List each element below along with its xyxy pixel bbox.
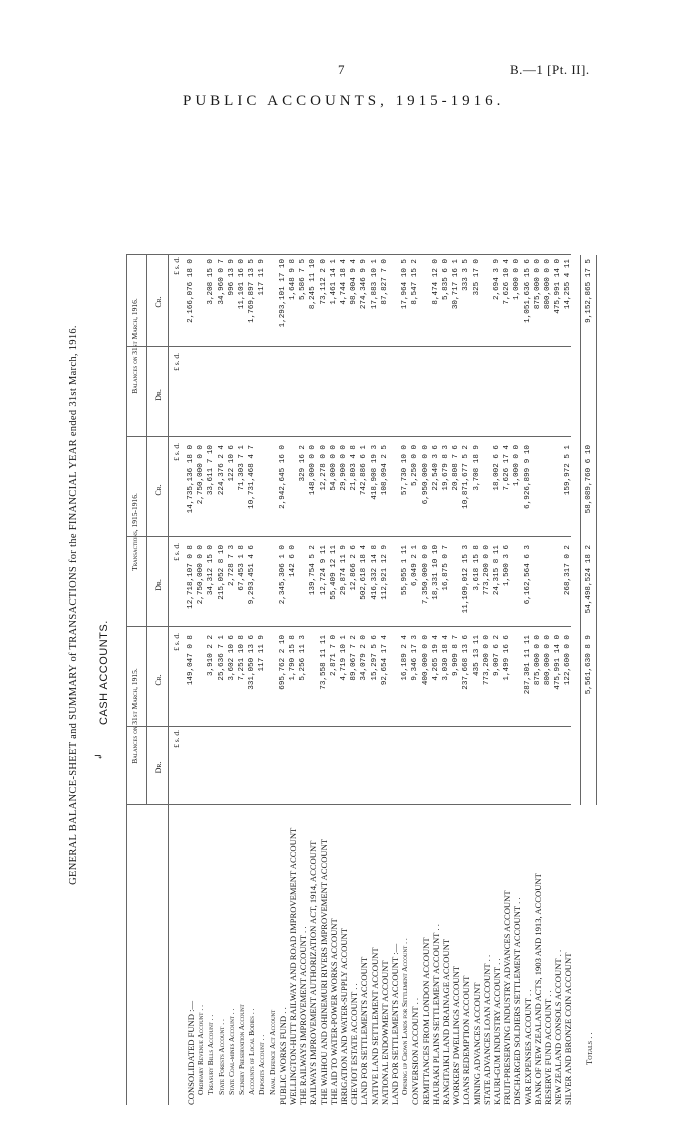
table-cell: 2,750,000 0 0 (197, 545, 206, 605)
table-cell: 57,730 10 0 (401, 445, 410, 496)
row-label: PUBLIC WORKS FUND . . (277, 1007, 288, 1105)
table-row (370, 255, 380, 1105)
table-cell: 19,679 8 3 (442, 445, 450, 491)
table-cell: 55,955 1 11 (401, 545, 410, 596)
table-cell: 268,317 0 2 (564, 545, 573, 596)
row-label: WAR EXPENSES ACCOUNT . . (522, 989, 533, 1105)
row-label: BANK OF NEW ZEALAND ACTS, 1903 AND 1913, ACCOUNT (532, 873, 543, 1105)
table-cell: 92,654 17 4 (380, 635, 389, 686)
sheet-title: GENERAL BALANCE-SHEET and SUMMARY of TRANSACTIONS for the FINANCIAL YEAR ended 31st March, 1916. (68, 325, 79, 885)
table-row (308, 255, 318, 1105)
table-row (472, 255, 482, 1105)
table-cell: 4,719 10 1 (340, 635, 348, 681)
table-row (390, 255, 400, 1105)
table-cell: 3,602 10 6 (227, 635, 236, 681)
row-label: RAILWAYS IMPROVEMENT AUTHORIZATION ACT, 1914, ACCOUNT (308, 840, 319, 1105)
table-cell: 333 3 5 (462, 259, 471, 291)
table-cell: 742,886 6 1 (360, 445, 369, 496)
row-label: SILVER AND BRONZE COIN ACCOUNT (563, 952, 574, 1105)
totals-cell: 54,498,524 18 2 (584, 545, 593, 614)
table-row (492, 255, 502, 1105)
table-row (278, 255, 288, 1105)
unit-label: £ s. d. (172, 353, 181, 371)
table-cell: 695,762 2 10 (278, 635, 287, 690)
table-cell: 21,803 4 8 (350, 445, 359, 491)
table-cell: 10,871,677 5 2 (462, 445, 471, 509)
table-row (410, 255, 420, 1105)
row-label: HAURAKI PLAINS SETTLEMENT ACCOUNT . . (430, 924, 441, 1105)
table-cell: 418,908 19 3 (370, 445, 379, 500)
table-cell: 4,744 18 4 (340, 259, 348, 305)
table-row (533, 255, 543, 1105)
table-row (217, 255, 227, 1105)
table-cell: 122,600 0 0 (564, 635, 573, 686)
table-cell: 12,724 9 11 (319, 545, 328, 596)
table-cell: 800,000 0 0 (544, 259, 552, 310)
balance-sheet (68, 105, 594, 1105)
table-row (502, 255, 512, 1105)
table-cell: 54,000 0 0 (329, 445, 338, 491)
table-cell: 5,586 7 5 (299, 259, 308, 301)
table-row (441, 255, 451, 1105)
table-cell: 139,754 5 2 (309, 545, 318, 596)
row-label: RESERVE FUND ACCOUNT . . (543, 990, 553, 1105)
table-cell: 3,910 2 2 (207, 635, 216, 677)
unit-label: £ s. d. (172, 443, 181, 461)
table-cell: 149,047 0 8 (187, 635, 195, 686)
table-row (359, 255, 369, 1105)
row-label: STATE ADVANCES LOAN ACCOUNT . . (481, 954, 492, 1105)
row-label: NEW ZEALAND CONSOLS ACCOUNT . . (553, 949, 564, 1105)
row-label: CONVERSION ACCOUNT . . (410, 997, 421, 1105)
table-cell: 6,950,000 0 0 (421, 445, 430, 505)
table-cell: 108,094 2 5 (380, 445, 389, 496)
table-cell: 12,278 0 0 (319, 445, 328, 491)
table-cell: 24,315 8 11 (493, 545, 501, 596)
table-cell: 16,875 0 7 (442, 545, 450, 591)
table-cell: 8,474 12 0 (431, 259, 440, 305)
column-group-header: Balances on 31st March, 1915. (130, 668, 139, 764)
table-cell: 20,808 7 6 (452, 445, 461, 491)
table-row (421, 255, 431, 1105)
row-label: NATIONAL ENDOWMENT ACCOUNT (379, 960, 390, 1105)
table-cell: 55,409 12 11 (329, 545, 338, 600)
column-header: Dr. (154, 761, 163, 774)
table-cell: 215,052 8 10 (217, 545, 226, 600)
column-group-header: Balances on 31st March, 1916. (130, 298, 139, 394)
table-row (186, 255, 196, 1105)
column-header: Cr. (154, 674, 163, 686)
table-cell: 7,626 17 4 (503, 445, 512, 491)
table-cell: 1,499 16 6 (503, 635, 512, 681)
row-label: Scenery Preservation Account (237, 1004, 246, 1095)
row-label: THE WAIHOU AND OHINEMURI RIVERS IMPROVEMENT ACCOUNT (318, 838, 329, 1105)
table-cell: 502,618 18 4 (360, 545, 369, 600)
table-row (319, 255, 329, 1105)
table-cell: 475,991 14 0 (554, 259, 563, 314)
table-cell: 12,718,107 0 8 (187, 545, 195, 609)
table-cell: 3,708 18 9 (472, 445, 481, 491)
table-cell: 5,250 0 0 (411, 445, 420, 487)
table-cell: 7,251 10 8 (238, 635, 246, 681)
row-label: FRUIT-PRESERVING INDUSTRY ADVANCES ACCOUNT (502, 890, 513, 1105)
rule-line (126, 255, 127, 1105)
table-row (196, 255, 206, 1105)
table-cell: 71,303 7 1 (238, 445, 246, 491)
table-cell: 416,332 14 8 (370, 545, 379, 600)
rule-line (146, 255, 147, 805)
table-cell: 1,000 0 0 (513, 445, 522, 487)
page-number: 7 (338, 62, 345, 77)
table-cell: 475,991 14 0 (554, 635, 563, 690)
rule-line (596, 255, 597, 805)
table-cell: 2,750,000 0 0 (197, 445, 206, 505)
unit-label: £ s. d. (172, 257, 181, 275)
table-cell: 89,067 7 2 (350, 635, 359, 681)
table-cell: 14,255 4 11 (564, 259, 573, 310)
table-row (400, 255, 410, 1105)
row-label: LAND FOR SETTLEMENTS ACCOUNT (359, 956, 370, 1105)
totals-label: Totals . . (583, 1032, 594, 1065)
table-cell: 16,189 2 4 (401, 635, 410, 681)
table-cell: 2,871 7 0 (329, 635, 338, 677)
table-cell: 159,972 5 1 (564, 445, 573, 496)
table-cell: 329 16 2 (299, 445, 308, 482)
row-label: State Forests Account . . (216, 1019, 226, 1095)
column-header: Cr. (154, 296, 163, 308)
table-cell: 98,004 9 4 (350, 259, 359, 305)
table-cell: 8,547 15 2 (411, 259, 420, 305)
column-header: Dr. (154, 579, 163, 591)
table-cell: 9,007 6 2 (493, 635, 501, 677)
table-cell: 773,200 0 0 (482, 545, 491, 596)
rule-line (168, 255, 169, 1105)
table-cell: 9,909 8 7 (452, 635, 461, 677)
unit-label: £ s. d. (172, 730, 181, 748)
table-cell: 9,293,451 4 6 (248, 545, 257, 605)
table-cell: 400,000 0 0 (421, 635, 430, 686)
table-cell: 15,297 5 6 (370, 635, 379, 681)
table-row (563, 255, 573, 1105)
row-label: State Coal-mines Account . . (226, 1008, 236, 1095)
table-row (288, 255, 298, 1105)
table-cell: 5,835 6 0 (442, 259, 450, 301)
table-cell: 2,694 3 9 (493, 259, 501, 301)
table-cell: 800,000 0 0 (544, 635, 552, 686)
table-cell: 11,101 16 0 (238, 259, 246, 310)
row-label: MINING ADVANCES ACCOUNT (471, 982, 482, 1105)
table-row (268, 255, 278, 1105)
column-header: Dr. (154, 389, 163, 401)
table-cell: 73,558 11 11 (319, 635, 328, 690)
table-cell: 1,051,636 15 6 (523, 259, 532, 323)
totals-cell: 5,561,630 8 9 (584, 635, 593, 695)
table-cell: 287,301 11 11 (523, 635, 532, 695)
table-cell: 34,312 15 0 (207, 545, 216, 596)
row-label: RANGITAIKI LAND DRAINAGE ACCOUNT (441, 938, 451, 1105)
row-label: WELLINGTON-HUTT RAILWAY AND ROAD IMPROVEMENT ACCOUNT (288, 827, 298, 1105)
table-row (461, 255, 471, 1105)
table-cell: 875,000 0 0 (533, 259, 542, 310)
row-label: Naval Defence Act Account (267, 1009, 277, 1095)
table-cell: 331,050 13 6 (248, 635, 257, 690)
table-cell: 117 11 9 (258, 259, 267, 296)
table-cell: 237,668 13 6 (462, 635, 471, 690)
table-cell: 17,883 10 1 (370, 259, 379, 310)
row-label: CHEVIOT ESTATE ACCOUNT . . (349, 983, 360, 1105)
totals-cell: 9,152,865 17 5 (584, 259, 593, 323)
row-label: THE AID TO WATER-POWER WORKS ACCOUNT (328, 918, 339, 1105)
table-row (227, 255, 237, 1105)
table-cell: 34,079 2 0 (360, 635, 369, 681)
table-cell: 1,790 15 8 (289, 635, 297, 681)
row-label: Deposits Account . . (257, 1034, 267, 1095)
table-row (512, 255, 522, 1105)
table-row (380, 255, 390, 1105)
table-cell: 5,256 11 3 (299, 635, 308, 681)
table-cell: 10,731,468 4 7 (248, 445, 257, 509)
row-label: Opening up Crown Lands for Settlement Account . . (400, 938, 410, 1095)
table-cell: 73,112 2 0 (319, 259, 328, 305)
row-label: KAURI-GUM INDUSTRY ACCOUNT . . (492, 958, 502, 1105)
table-row (553, 255, 563, 1105)
table-cell: 117 11 9 (258, 635, 267, 672)
table-cell: 14,735,136 18 0 (187, 445, 195, 514)
table-cell: 3,030 18 4 (442, 635, 450, 681)
table-cell: 6,049 2 1 (411, 545, 420, 587)
row-label: LOANS REDEMPTION ACCOUNT (461, 975, 472, 1105)
table-row (349, 255, 359, 1105)
row-label: WORKERS' DWELLINGS ACCOUNT (451, 965, 462, 1105)
table-cell: 6,926,899 9 10 (523, 445, 532, 509)
table-cell: 34,960 0 7 (217, 259, 226, 305)
table-row (451, 255, 461, 1105)
table-row (339, 255, 349, 1105)
table-row (523, 255, 533, 1105)
table-cell: 142 6 0 (289, 545, 297, 577)
rule-line (580, 255, 581, 805)
table-cell: 2,345,306 1 0 (278, 545, 287, 605)
table-cell: 87,827 7 0 (380, 259, 389, 305)
table-row (298, 255, 308, 1105)
table-cell: 11,109,012 15 3 (462, 545, 471, 614)
row-label: Treasury Bills Account . . (206, 1014, 216, 1095)
row-label: THE RAILWAYS IMPROVEMENT ACCOUNT . . (298, 926, 309, 1105)
row-label: Accounts of Local Bodies . . (247, 1008, 257, 1095)
table-cell: 1,293,101 17 10 (278, 259, 287, 328)
table-row (247, 255, 257, 1105)
table-cell: 17,964 10 5 (401, 259, 410, 310)
table-cell: 9,346 17 3 (411, 635, 420, 681)
section-title: CASH ACCOUNTS. (98, 620, 110, 725)
table-cell: 112,921 12 9 (380, 545, 389, 600)
table-cell: 25,636 7 1 (217, 635, 226, 681)
table-cell: 325 17 0 (472, 259, 481, 296)
unit-label: £ s. d. (172, 543, 181, 561)
table-cell: 18,331 10 10 (431, 545, 440, 600)
table-cell: 33,611 7 10 (207, 445, 216, 496)
document-reference: B.—1 [Pt. II]. (510, 62, 590, 77)
table-row (482, 255, 492, 1105)
table-cell: 1,648 9 8 (289, 259, 297, 301)
table-cell: 30,717 16 1 (452, 259, 461, 310)
row-label: NATIVE LAND SETTLEMENT ACCOUNT (369, 947, 380, 1105)
table-cell: 18,002 6 6 (493, 445, 501, 491)
table-cell: 2,166,076 18 0 (187, 259, 195, 323)
row-label: IRRIGATION AND WATER-SUPPLY ACCOUNT (339, 928, 349, 1105)
table-cell: 1,000 0 0 (513, 259, 522, 301)
table-cell: 224,376 2 4 (217, 445, 226, 496)
table-cell: 875,000 0 0 (533, 635, 542, 686)
table-cell: 22,540 3 6 (431, 445, 440, 491)
table-row (329, 255, 339, 1105)
table-cell: 2,942,645 16 0 (278, 445, 287, 509)
table-row (431, 255, 441, 1105)
table-cell: 1,500 3 6 (503, 545, 512, 587)
unit-label: £ s. d. (172, 633, 181, 651)
table-row (206, 255, 216, 1105)
table-cell: 7,626 10 4 (503, 259, 512, 305)
table-cell: 6,162,564 6 3 (523, 545, 532, 605)
row-label: Ordinary Revenue Account . . (196, 1004, 206, 1095)
table-cell: 8,245 11 10 (309, 259, 318, 310)
column-group-header: Transactions, 1915-1916. (130, 493, 139, 571)
page-title: PUBLIC ACCOUNTS, 1915-1916. (183, 93, 505, 109)
table-cell: 4,265 19 4 (431, 635, 440, 681)
table-cell: 2,728 7 3 (227, 545, 236, 587)
table-cell: 3,208 15 0 (207, 259, 216, 305)
table-cell: 148,000 0 0 (309, 445, 318, 496)
table-cell: 7,350,000 0 0 (421, 545, 430, 605)
table-cell: 12,866 2 6 (350, 545, 359, 591)
table-cell: 3,618 15 8 (472, 545, 481, 591)
totals-cell: 58,089,760 6 10 (584, 445, 593, 514)
arrow-icon: ↲ (94, 752, 105, 761)
table-cell: 29,900 0 0 (340, 445, 348, 491)
table-cell: 996 13 9 (227, 259, 236, 296)
column-header: Cr. (154, 484, 163, 496)
table-cell: 1,769,897 13 5 (248, 259, 257, 323)
table-cell: 122 10 6 (227, 445, 236, 482)
totals-row (584, 255, 594, 1105)
table-cell: 67,453 1 8 (238, 545, 246, 591)
table-cell: 773,200 0 0 (482, 635, 491, 686)
table-row (257, 255, 267, 1105)
table-row (237, 255, 247, 1105)
table-cell: 29,874 11 9 (340, 545, 348, 596)
row-label: CONSOLIDATED FUND :— (186, 1000, 196, 1105)
table-cell: 274,346 9 9 (360, 259, 369, 310)
row-label: LAND FOR SETTLEMENTS ACCOUNT :— (390, 943, 400, 1105)
row-label: DISCHARGED SOLDIERS SETTLEMENT ACCOUNT . . (512, 897, 523, 1105)
table-cell: 1,461 14 1 (329, 259, 338, 305)
table-cell: 435 13 11 (472, 635, 481, 677)
table-row (543, 255, 553, 1105)
row-label: REMITTANCES FROM LONDON ACCOUNT (420, 937, 431, 1105)
